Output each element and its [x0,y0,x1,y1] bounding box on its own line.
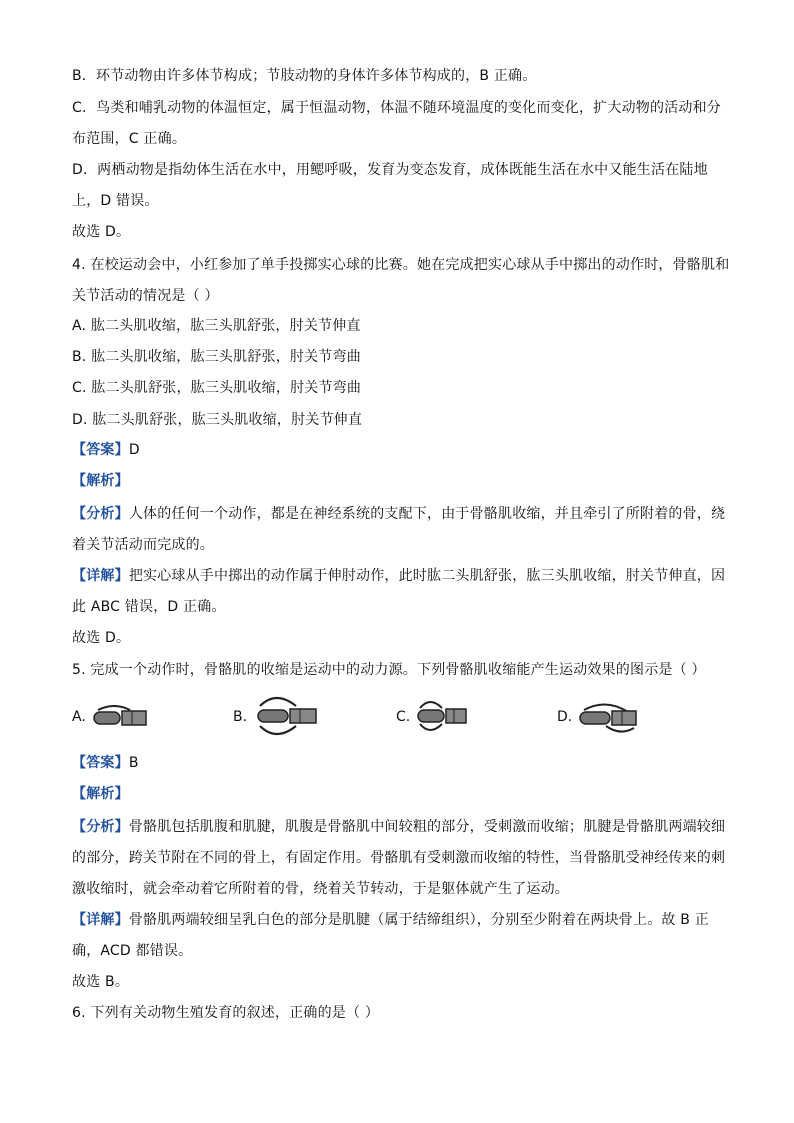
analysis-tag: 【解析】 [72,473,129,489]
text-line: D．两栖动物是指幼体生活在水中，用鳃呼吸，发育为变态发育，成体既能生活在水中又能生活在陆地 [72,162,708,178]
question-4-option-c: C. 肱二头肌舒张，肱三头肌收缩，肘关节弯曲 [72,380,362,396]
text-line: 故选 D。 [72,630,131,646]
question-4-option-a: A. 肱二头肌收缩，肱三头肌舒张，肘关节伸直 [72,318,361,334]
text-line: 布范围，C 正确。 [72,131,187,147]
muscle-diagram-b [254,692,320,740]
answer-line [72,753,139,773]
detail-tag: 【详解】 [72,912,129,928]
detail-body: 把实心球从手中掷出的动作属于伸肘动作，此时肱二头肌舒张，肱三头肌收缩，肘关节伸直，因 [128,568,726,584]
analysis-line [72,784,129,804]
analysis-body: 骨骼肌包括肌腹和肌腱，肌腹是骨骼肌中间较粗的部分，受刺激而收缩；肌腱是骨骼肌两端较细 [128,819,726,835]
answer-tag: 【答案】 [72,442,129,458]
analysis-text [72,504,725,524]
detail-tag: 【详解】 [72,568,129,584]
answer-tag: 【答案】 [72,755,129,771]
analysis-text [72,817,725,837]
analysis-sub-tag: 【分析】 [72,506,129,522]
question-5-option-c-label: C. [396,709,411,725]
text-line: 着关节活动而完成的。 [72,537,214,553]
text-line: 上，D 错误。 [72,193,159,209]
question-5-option-b-label: B. [233,709,248,725]
muscle-diagram-d [576,696,640,738]
text-line: C．鸟类和哺乳动物的体温恒定，属于恒温动物，体温不随环境温度的变化而变化，扩大动物的活动和分 [72,100,721,116]
detail-text [72,910,709,930]
detail-body: 骨骼肌两端较细呈乳白色的部分是肌腱（属于结缔组织），分别至少附着在两块骨上。故 B 正 [128,912,709,928]
text-line: 故选 B。 [72,974,130,990]
question-5-option-a-label: A. [72,709,86,725]
question-6-stem: 6. 下列有关动物生殖发育的叙述，正确的是（ ） [72,1005,380,1021]
text-line: 确，ACD 都错误。 [72,943,193,959]
analysis-body: 人体的任何一个动作，都是在神经系统的支配下，由于骨骼肌收缩，并且牵引了所附着的骨，绕 [128,506,726,522]
text-line: 激收缩时，就会牵动着它所附着的骨，绕着关节转动，于是躯体就产生了运动。 [72,881,569,897]
text-line: 故选 D。 [72,224,131,240]
muscle-diagram-c [414,694,470,738]
muscle-diagram-a [92,700,152,736]
detail-text [72,566,725,586]
question-4-option-b: B. 肱二头肌收缩，肱三头肌舒张，肘关节弯曲 [72,349,361,365]
question-4-option-d: D. 肱二头肌舒张，肱三头肌收缩，肘关节伸直 [72,412,363,428]
analysis-line [72,471,129,491]
question-4-stem: 4. 在校运动会中，小红参加了单手投掷实心球的比赛。她在完成把实心球从手中掷出的动作时，骨骼肌和 [72,257,730,273]
answer-line [72,440,140,460]
question-5-option-d-label: D. [557,709,573,725]
text-line: 的部分，跨关节附在不同的骨上，有固定作用。骨骼肌有受刺激而收缩的特性，当骨骼肌受神经传来的刺 [72,850,726,866]
text-line: B．环节动物由许多体节构成；节肢动物的身体许多体节构成的，B 正确。 [72,68,537,84]
answer-value: B [128,755,139,771]
question-5-stem: 5. 完成一个动作时，骨骼肌的收缩是运动中的动力源。下列骨骼肌收缩能产生运动效果的图示是（ ） [72,662,706,678]
text-line: 此 ABC 错误，D 正确。 [72,599,226,615]
analysis-tag: 【解析】 [72,786,129,802]
answer-value: D [128,442,140,458]
question-4-stem: 关节活动的情况是（ ） [72,288,219,304]
analysis-sub-tag: 【分析】 [72,819,129,835]
